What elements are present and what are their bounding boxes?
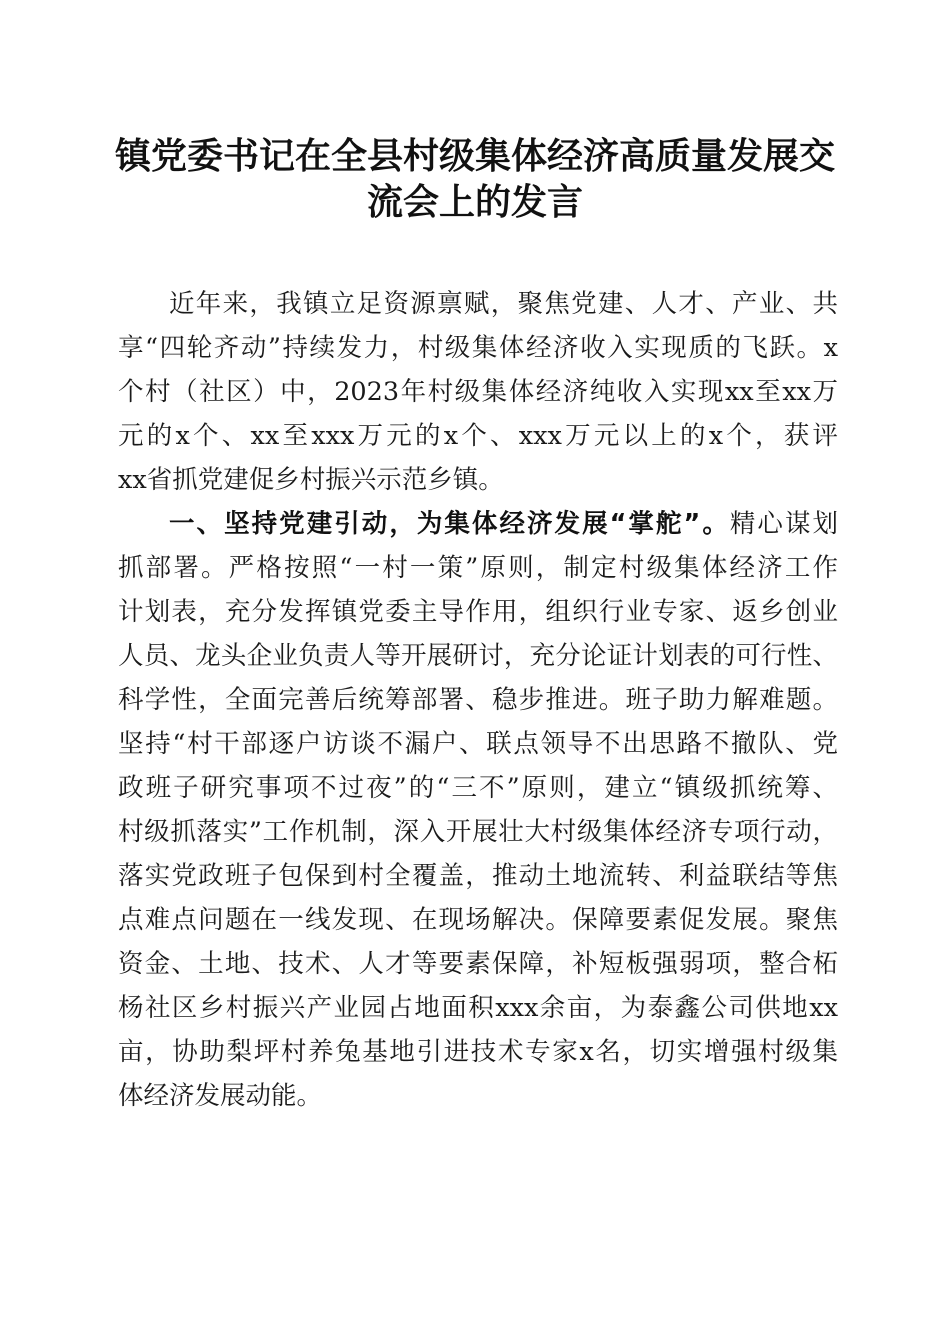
text-line: 元的x个、xx至xxx万元的x个、xxx万元以上的x个，获评: [118, 421, 838, 451]
text-line: 资金、土地、技术、人才等要素保障，补短板强弱项，整合柘: [118, 949, 838, 979]
text-line: 抓部署。严格按照“一村一策”原则，制定村级集体经济工作: [118, 553, 838, 583]
text-line: 近年来，我镇立足资源禀赋，聚焦党建、人才、产业、共: [169, 289, 838, 319]
title-line-1: 镇党委书记在全县村级集体经济高质量发展交: [114, 135, 835, 177]
text-line: 坚持“村干部逐户访谈不漏户、联点领导不出思路不撤队、党: [118, 729, 838, 759]
section-heading-line: [118, 502, 838, 546]
text-line: 落实党政班子包保到村全覆盖，推动土地流转、利益联结等焦: [118, 861, 838, 891]
title-line-2: 流会上的发言: [366, 181, 583, 223]
section-heading: 一、坚持党建引动，为集体经济发展“掌舵”。: [169, 509, 730, 539]
text-line: 杨社区乡村振兴产业园占地面积xxx余亩，为泰鑫公司供地xx: [118, 993, 838, 1023]
document-body: [118, 282, 838, 1118]
paragraph-intro: [118, 282, 838, 502]
text-line: 科学性，全面完善后统筹部署、稳步推进。班子助力解难题。: [118, 685, 838, 715]
text-line: 点难点问题在一线发现、在现场解决。保障要素促发展。聚焦: [118, 905, 838, 935]
text-line: 人员、龙头企业负责人等开展研讨，充分论证计划表的可行性、: [118, 641, 838, 671]
text-line: 政班子研究事项不过夜”的“三不”原则，建立“镇级抓统筹、: [118, 773, 838, 803]
text-line: xx省抓党建促乡村振兴示范乡镇。: [118, 465, 504, 495]
text-line: 享“四轮齐动”持续发力，村级集体经济收入实现质的飞跃。x: [118, 333, 838, 363]
paragraph-section-1: [118, 502, 838, 1118]
section-heading-tail: 精心谋划: [729, 509, 838, 539]
text-line: 村级抓落实”工作机制，深入开展壮大村级集体经济专项行动，: [118, 817, 838, 847]
text-line: 亩，协助梨坪村养兔基地引进技术专家x名，切实增强村级集: [118, 1037, 838, 1067]
text-line: 计划表，充分发挥镇党委主导作用，组织行业专家、返乡创业: [118, 597, 838, 627]
document-title: [90, 133, 860, 225]
text-line: 体经济发展动能。: [118, 1081, 323, 1111]
text-line: 个村（社区）中，2023年村级集体经济纯收入实现xx至xx万: [118, 377, 838, 407]
